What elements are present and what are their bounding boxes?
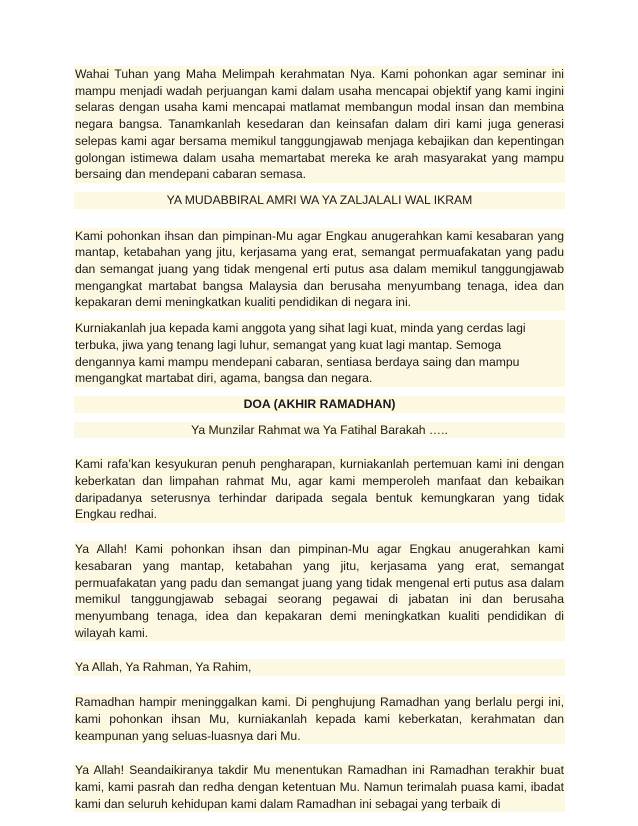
heading-doa-akhir-ramadhan: DOA (AKHIR RAMADHAN) [74,396,565,413]
paragraph-seminar-prayer: Wahai Tuhan yang Maha Melimpah kerahmatan Nya. Kami pohonkan agar seminar ini mampu menjadi wadah perjuangan kami dalam usaha mencapai objektif yang kami ingini selaras dengan usaha kami mencapai matlamat membangun modal insan dan membina negara bangsa. Tanamkanlah kesedaran dan keinsafan dalam diri kami juga generasi selepas kami agar bersama memikul tanggungjawab menjaga kebajikan dan kepentingan golongan istimewa dalam usaha memartabat mereka ke arah masyarakat yang mampu bersaing dan mendepani cabaran semasa. [75,67,564,182]
paragraph-gap [74,209,565,228]
paragraph-gap [74,438,565,456]
paragraph-gap [74,641,565,659]
paragraph-kurniakanlah: Kurniakanlah jua kepada kami anggota yang sihat lagi kuat, minda yang cerdas lagi terbuka, jiwa yang tenang lagi luhur, semangat yang kuat lagi mantap. Semoga dengannya kami mampu mendepani cabaran, sentiasa berdaya saing dan mampu mengangkat martabat diri, agama, bangsa dan negara. [74,320,565,387]
heading-ya-mudabbiral: YA MUDABBIRAL AMRI WA YA ZALJALALI WAL IKRAM [74,192,565,209]
paragraph-gap [74,413,565,422]
paragraph-gap [74,311,565,320]
paragraph-ya-allah-pohonkan: Ya Allah! Kami pohonkan ihsan dan pimpinan-Mu agar Engkau anugerahkan kami kesabaran yang mantap, ketabahan yang jitu, kerjasama yang erat, semangat permuafakatan yang padu dan semangat juang yang tidak mengenal erti putus asa dalam memikul tanggungjawab sebagai seorang pegawai di jabatan ini dan berusaha menyumbang tenaga, idea dan kepakaran demi meningkatkan kualiti pendidikan di wilayah kami. [75,542,564,640]
document-page [74,66,565,812]
paragraph-seandaikiranya: Ya Allah! Seandaikiranya takdir Mu menentukan Ramadhan ini Ramadhan terakhir buat kami, kami pasrah dan redha dengan ketentuan Mu. Namun terimalah puasa kami, ibadat kami dan seluruh kehidupan kami dalam Ramadhan ini sebagai yang terbaik di [75,763,564,811]
paragraph-gap [74,744,565,762]
paragraph-gap [74,523,565,541]
paragraph-gap [74,183,565,192]
paragraph-gap [74,387,565,396]
paragraph-ramadhan-hampir: Ramadhan hampir meninggalkan kami. Di penghujung Ramadhan yang berlalu pergi ini, kami pohonkan ihsan Mu, kurniakanlah kepada kami keberkatan, kerahmatan dan keampunan yang seluas-luasnya dari Mu. [75,695,564,743]
paragraph-ihsan-pimpinan: Kami pohonkan ihsan dan pimpinan-Mu agar Engkau anugerahkan kami kesabaran yang mantap, ketabahan yang jitu, kerjasama yang erat, semangat permuafakatan yang padu dan semangat juang yang tidak mengenal erti putus asa dalam memikul tanggungjawab mengangkat martabat bangsa Malaysia dan berusaha menyumbang tenaga, idea dan kepakaran demi meningkatkan kualiti pendidikan di negara ini. [75,228,564,310]
subheading-ya-munzilar: Ya Munzilar Rahmat wa Ya Fatihal Barakah ….. [74,422,565,439]
paragraph-ya-rahman: Ya Allah, Ya Rahman, Ya Rahim, [74,659,565,676]
paragraph-gap [74,676,565,694]
paragraph-kesyukuran: Kami rafa’kan kesyukuran penuh pengharapan, kurniakanlah pertemuan kami ini dengan keberkatan dan limpahan rahmat Mu, agar kami memperoleh manfaat dan kebaikan daripadanya seterusnya terhindar daripada segala bentuk kemungkaran yang tidak Engkau redhai. [75,457,564,522]
